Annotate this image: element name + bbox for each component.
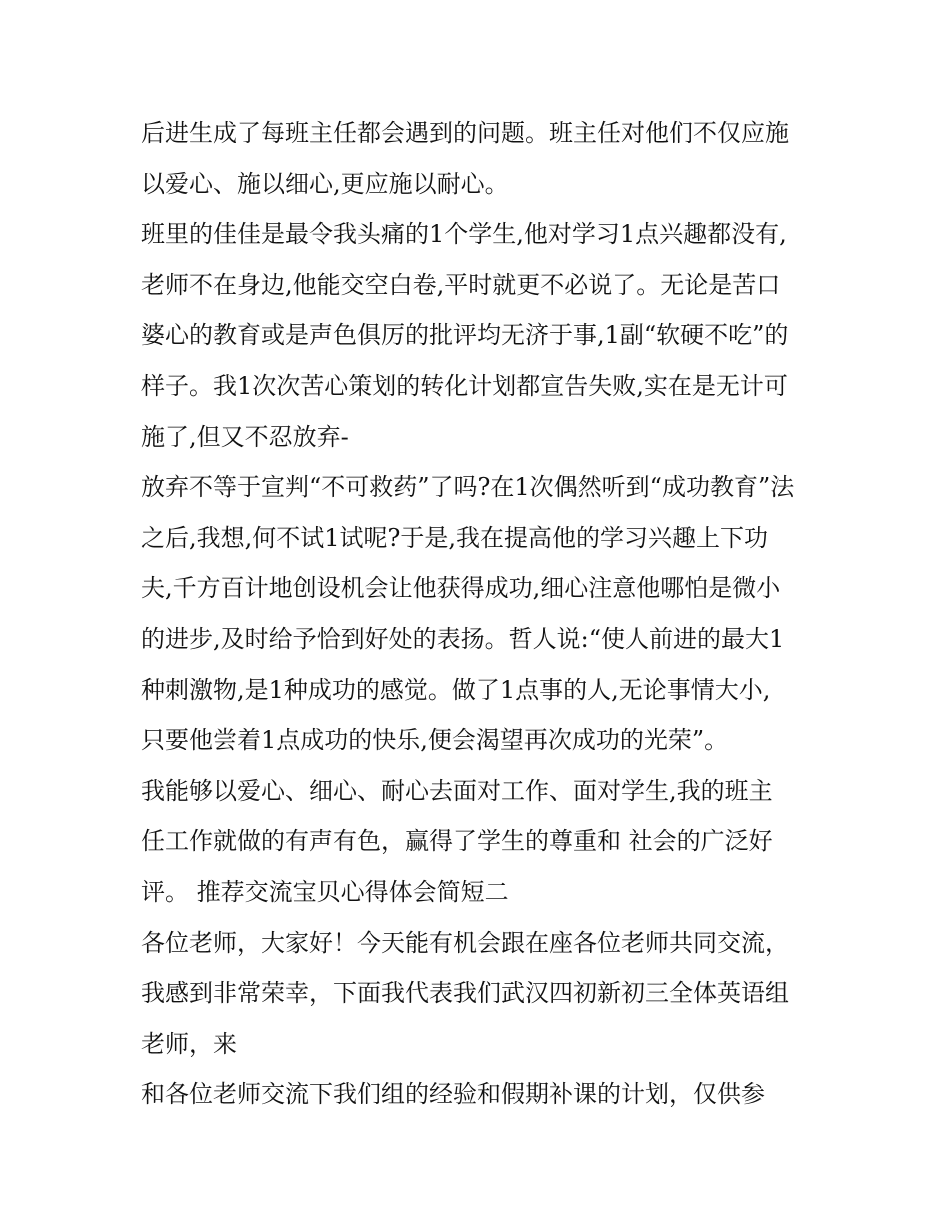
text-line: 婆心的教育或是声色俱厉的批评均无济于事,1副“软硬不吃”的 [141, 321, 789, 350]
text-line: 我能够以爱心、细心、耐心去面对工作、面对学生,我的班主 [141, 776, 773, 805]
text-line: 班里的佳佳是最令我头痛的1个学生,他对学习1点兴趣都没有, [141, 220, 787, 249]
text-line: 放弃不等于宣判“不可救药”了吗?在1次偶然听到“成功教育”法 [141, 473, 795, 502]
text-line: 任工作就做的有声有色，赢得了学生的尊重和 社会的广泛好 [141, 827, 773, 856]
text-line: 老师，来 [141, 1029, 237, 1058]
text-line: 施了,但又不忍放弃- [141, 422, 349, 451]
text-line: 各位老师，大家好！今天能有机会跟在座各位老师共同交流， [141, 928, 789, 957]
document-body [141, 108, 821, 1120]
text-line: 以爱心、施以细心,更应施以耐心。 [141, 169, 509, 198]
text-line: 后进生成了每班主任都会遇到的问题。班主任对他们不仅应施 [141, 119, 789, 147]
text-line: 评。 推荐交流宝贝心得体会简短二 [141, 877, 509, 906]
text-line: 夫,千方百计地创设机会让他获得成功,细心注意他哪怕是微小 [141, 574, 781, 603]
text-line: 和各位老师交流下我们组的经验和假期补课的计划，仅供参 [141, 1080, 765, 1109]
text-line: 的进步,及时给予恰到好处的表扬。哲人说:“使人前进的最大1 [141, 624, 785, 653]
text-line: 只要他尝着1点成功的快乐,便会渴望再次成功的光荣”。 [141, 726, 729, 755]
text-line: 之后,我想,何不试1试呢?于是,我在提高他的学习兴趣上下功 [141, 523, 769, 552]
text-line: 种刺激物,是1种成功的感觉。做了1点事的人,无论事情大小, [141, 675, 771, 704]
text-line: 我感到非常荣幸，下面我代表我们武汉四初新初三全体英语组 [141, 979, 789, 1008]
text-line: 老师不在身边,他能交空白卷,平时就更不必说了。无论是苦口 [141, 270, 781, 299]
text-line: 样子。我1次次苦心策划的转化计划都宣告失败,实在是无计可 [141, 371, 788, 400]
